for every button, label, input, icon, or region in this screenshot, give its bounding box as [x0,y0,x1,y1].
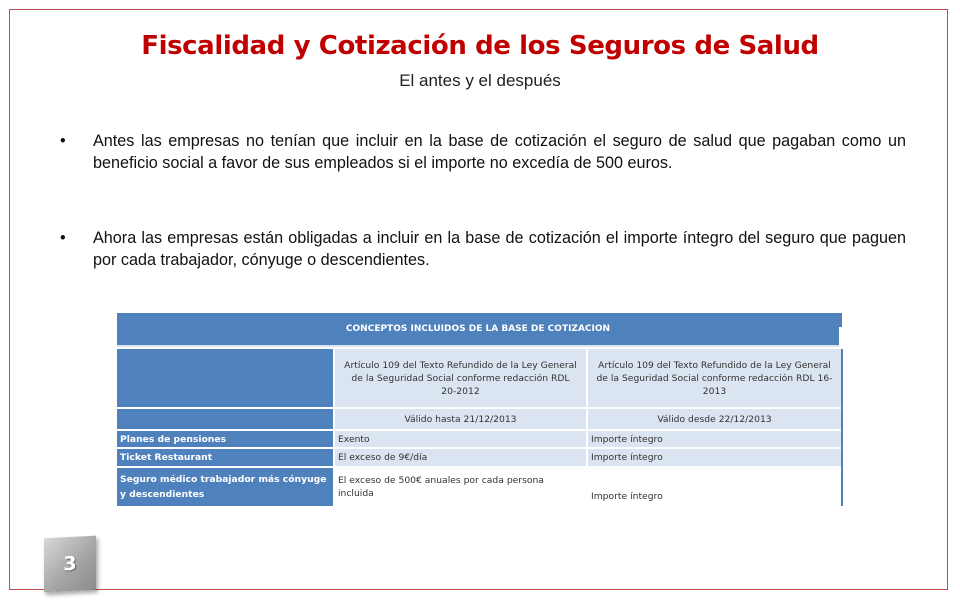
table-row-concept: Planes de pensiones [117,431,333,447]
table-corner-cell [117,349,333,407]
slide-title: Fiscalidad y Cotización de los Seguros de Salud [141,31,819,61]
column-header-rdl-2012: Artículo 109 del Texto Refundido de la Ley General de la Seguridad Social conforme redacción RDL 20-2012 [335,349,586,407]
table-header-edge [839,313,842,327]
bullet-item-2 [60,228,906,271]
bullet-text: Antes las empresas no tenían que incluir en la base de cotización el seguro de salud que pagaban como un beneficio social a favor de sus empleados si el importe no excedía de 500 euros. [93,132,906,172]
bullet-marker: • [60,229,66,247]
table-row-after: Importe íntegro [588,468,841,506]
page-number-badge [44,536,96,593]
bullet-text: Ahora las empresas están obligadas a incluir en la base de cotización el importe íntegro del seguro que paguen por cada trabajador, cónyuge o descendientes. [93,229,906,269]
table-row-concept: Seguro médico trabajador más cónyuge y descendientes [117,468,333,506]
validity-after: Válido desde 22/12/2013 [588,409,841,429]
validity-corner-cell [117,409,333,429]
bullet-item-1 [60,131,906,174]
table-row-before: El exceso de 500€ anuales por cada persona incluida [335,468,586,506]
table-row-after: Importe íntegro [588,431,841,447]
column-header-rdl-2013: Artículo 109 del Texto Refundido de la Ley General de la Seguridad Social conforme redacción RDL 16-2013 [588,349,841,407]
validity-before: Válido hasta 21/12/2013 [335,409,586,429]
table-row-concept: Ticket Restaurant [117,449,333,466]
table-header: CONCEPTOS INCLUIDOS DE LA BASE DE COTIZACION [117,313,839,347]
table-row-before: El exceso de 9€/día [335,449,586,466]
page-number: 3 [63,552,77,576]
table-row-after: Importe íntegro [588,449,841,466]
table-right-edge [841,349,843,506]
table-row-before: Exento [335,431,586,447]
bullet-marker: • [60,132,66,150]
slide-subtitle: El antes y el después [399,71,561,90]
